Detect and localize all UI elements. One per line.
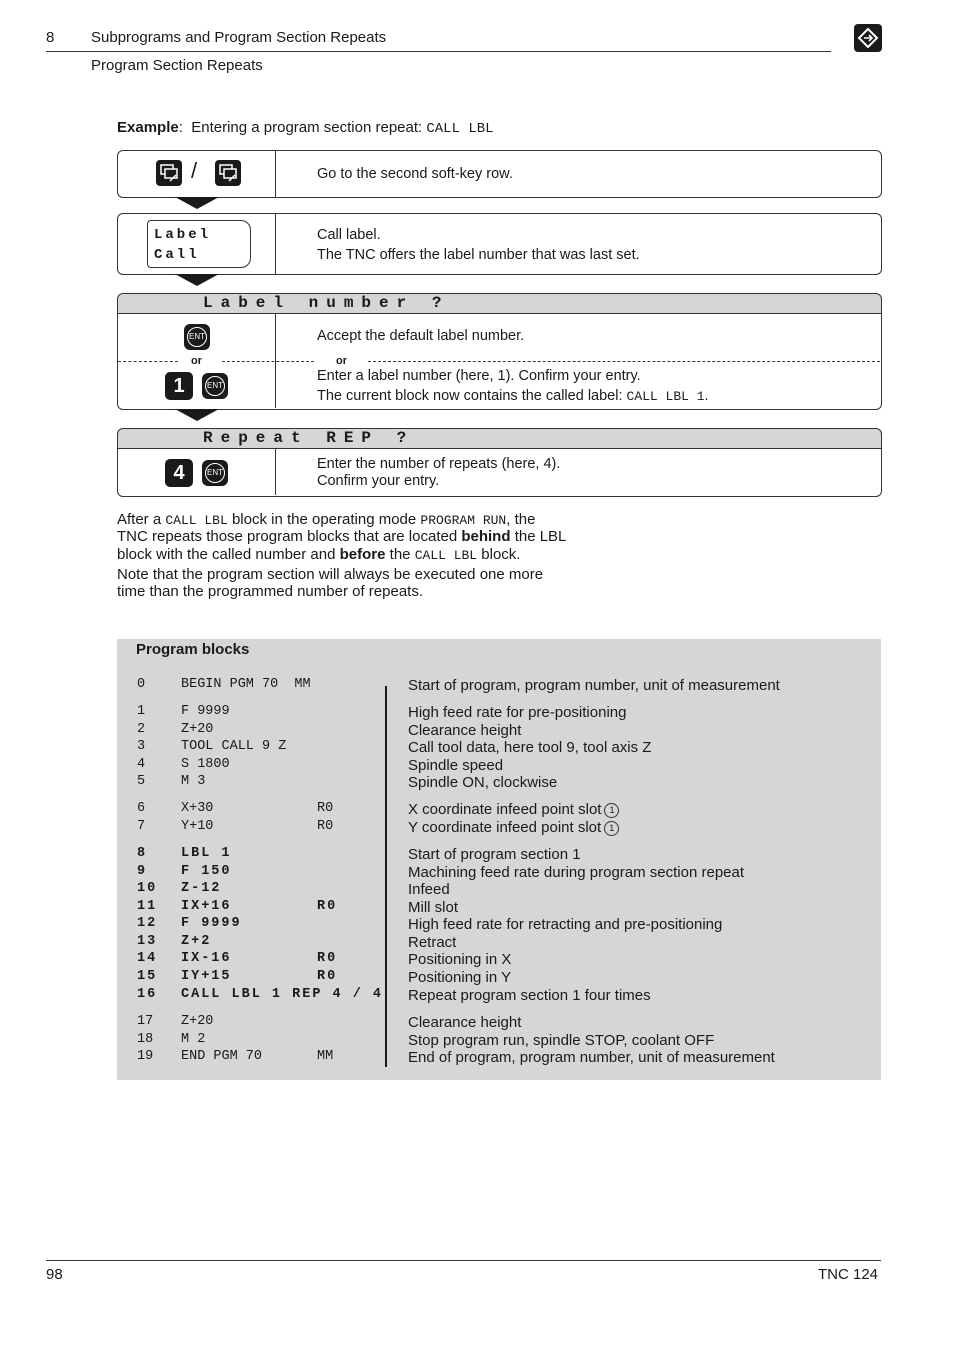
block-description-text: Infeed	[408, 881, 450, 898]
option2-code: CALL LBL 1	[626, 389, 705, 404]
block-description-text: End of program, program number, unit of measurement	[408, 1049, 775, 1066]
mode-diamond-icon	[854, 24, 882, 52]
block-code: BEGIN PGM 70 MM	[181, 677, 311, 692]
block-number: 12	[137, 916, 158, 931]
lcd-line-2: Call	[154, 247, 200, 263]
block-code: Z+2	[181, 934, 212, 949]
block-number: 15	[137, 969, 158, 984]
block-description-text: Start of program, program number, unit of measurement	[408, 677, 780, 694]
flow-arrow-icon	[175, 409, 219, 421]
flow-arrow-icon	[175, 197, 219, 209]
block-number: 19	[137, 1049, 154, 1064]
block-radius: R0	[317, 951, 338, 966]
block-code: Z+20	[181, 722, 214, 737]
shift-soft-key-icon[interactable]	[156, 160, 182, 186]
block-description	[408, 969, 511, 986]
option2-text-2-body: The current block now contains the called label:	[317, 388, 623, 404]
ent-key-label: ENT	[187, 327, 207, 347]
shift-soft-key-alt-icon[interactable]	[215, 160, 241, 186]
description-line-5: time than the programmed number of repeats.	[117, 583, 423, 600]
block-code: M 3	[181, 774, 206, 789]
chapter-number: 8	[46, 29, 55, 46]
block-radius: R0	[317, 801, 334, 816]
dialog-label-number-prompt: Label number ?	[203, 294, 450, 312]
block-code: TOOL CALL 9 Z	[181, 739, 287, 754]
block-description	[408, 1049, 775, 1066]
desc-text: block in the operating mode	[231, 511, 417, 528]
block-code: LBL 1	[181, 846, 232, 861]
block-number: 0	[137, 677, 146, 692]
block-description-text: Positioning in Y	[408, 969, 512, 986]
block-description-text: Clearance height	[408, 1014, 522, 1031]
lcd-line-1: Label	[154, 227, 212, 243]
product-model: TNC 124	[818, 1266, 879, 1283]
block-code: IX-16	[181, 951, 232, 966]
block-description	[408, 774, 557, 791]
description-line-2	[117, 528, 607, 546]
block-code: M 2	[181, 1032, 206, 1047]
desc-text: the LBL	[514, 528, 567, 545]
block-description-text: Start of program section 1	[408, 846, 581, 863]
block-description-text: Mill slot	[408, 899, 459, 916]
block-description	[408, 916, 722, 933]
desc-text: , the	[506, 511, 536, 528]
or-divider	[222, 361, 314, 362]
desc-text: After a	[117, 511, 162, 528]
example-code: CALL LBL	[426, 121, 494, 137]
block-description	[408, 881, 450, 898]
block-number: 5	[137, 774, 146, 789]
ent-key[interactable]	[184, 324, 210, 350]
block-description	[408, 677, 780, 694]
example-text: Entering a program section repeat:	[191, 119, 423, 136]
option2-text-2	[317, 386, 709, 407]
block-number: 8	[137, 846, 148, 861]
block-number: 4	[137, 757, 146, 772]
block-code: S 1800	[181, 757, 230, 772]
block-description-text: Call tool data, here tool 9, tool axis Z	[408, 739, 652, 756]
block-description	[408, 819, 619, 836]
ent-key[interactable]	[202, 460, 228, 486]
number-key-1[interactable]: 1	[165, 372, 193, 400]
or-divider	[118, 361, 178, 362]
block-description	[408, 899, 458, 916]
block-description-text: X coordinate infeed point slot	[408, 801, 602, 818]
repeat-text-2: Confirm your entry.	[317, 473, 440, 489]
number-key-4[interactable]: 4	[165, 459, 193, 487]
block-code: Y+10	[181, 819, 214, 834]
desc-text: block with the called number and	[117, 546, 336, 563]
block-description-text: Y coordinate infeed point slot	[408, 819, 602, 836]
block-number: 17	[137, 1014, 154, 1029]
block-code: F 9999	[181, 916, 242, 931]
block-number: 16	[137, 987, 158, 1002]
desc-text: block.	[481, 546, 521, 563]
example-line: Example: Entering a program section repeat: CALL LBL	[117, 119, 494, 137]
chapter-title: Subprograms and Program Section Repeats	[91, 29, 387, 46]
page-number: 98	[46, 1266, 63, 1283]
block-description-text: High feed rate for retracting and pre-positioning	[408, 916, 723, 933]
block-number: 3	[137, 739, 146, 754]
block-description-text: Machining feed rate during program section repeat	[408, 864, 745, 881]
block-number: 1	[137, 704, 146, 719]
step-divider	[275, 214, 276, 274]
block-number: 13	[137, 934, 158, 949]
repeat-text-1: Enter the number of repeats (here, 4).	[317, 456, 561, 472]
block-code: END PGM 70	[181, 1049, 263, 1064]
block-description	[408, 757, 503, 774]
block-radius: R0	[317, 819, 334, 834]
block-number: 2	[137, 722, 146, 737]
ent-key[interactable]	[202, 373, 228, 399]
desc-bold: before	[339, 546, 386, 563]
block-number: 6	[137, 801, 146, 816]
block-description-text: Spindle ON, clockwise	[408, 774, 558, 791]
block-number: 10	[137, 881, 158, 896]
block-code: X+30	[181, 801, 214, 816]
description-line-4: Note that the program section will always be executed one more	[117, 566, 544, 583]
block-description	[408, 846, 581, 863]
slot-reference-circle-icon: 1	[604, 821, 619, 836]
block-number: 9	[137, 864, 148, 879]
ent-key-label: ENT	[205, 376, 225, 396]
block-code: CALL LBL 1 REP 4 / 4	[181, 987, 384, 1002]
description-line-3	[117, 546, 607, 565]
program-blocks-title: Program blocks	[136, 641, 250, 658]
block-number: 11	[137, 899, 158, 914]
slot-reference-circle-icon: 1	[604, 803, 619, 818]
or-label: or	[336, 355, 347, 367]
block-number: 14	[137, 951, 158, 966]
step-divider	[275, 151, 276, 197]
block-number: 18	[137, 1032, 154, 1047]
step2-text-2: The TNC offers the label number that was last set.	[317, 247, 640, 263]
block-description-text: Clearance height	[408, 722, 522, 739]
desc-text: the	[389, 546, 411, 563]
block-code: Z+20	[181, 1014, 214, 1029]
label-call-soft-key[interactable]	[147, 220, 251, 268]
block-description-text: Stop program run, spindle STOP, coolant OFF	[408, 1032, 715, 1049]
block-description-text: Repeat program section 1 four times	[408, 987, 651, 1004]
desc-code: CALL LBL	[414, 548, 478, 563]
block-number: 7	[137, 819, 146, 834]
desc-code: PROGRAM RUN	[420, 513, 507, 528]
description-line-1	[117, 511, 607, 530]
block-description	[408, 934, 456, 951]
block-radius: MM	[317, 1049, 334, 1064]
footer-rule	[46, 1260, 881, 1261]
desc-code: CALL LBL	[165, 513, 228, 528]
block-code: IY+15	[181, 969, 232, 984]
block-description	[408, 951, 511, 968]
option2-text-1: Enter a label number (here, 1). Confirm your entry.	[317, 368, 641, 384]
block-description	[408, 1032, 714, 1049]
header-rule	[46, 51, 831, 52]
block-description	[408, 739, 651, 756]
block-description-text: Positioning in X	[408, 951, 512, 968]
or-divider	[368, 361, 880, 362]
block-description-text: High feed rate for pre-positioning	[408, 704, 627, 721]
flow-arrow-icon	[175, 274, 219, 286]
step1-text: Go to the second soft-key row.	[317, 166, 513, 182]
desc-text: TNC repeats those program blocks that are located	[117, 528, 458, 545]
block-description	[408, 1014, 521, 1031]
block-description-text: Spindle speed	[408, 757, 504, 774]
block-description	[408, 987, 651, 1004]
block-code: Z-12	[181, 881, 222, 896]
section-title: Program Section Repeats	[91, 57, 263, 74]
option2-end: .	[704, 388, 709, 404]
or-label: or	[191, 355, 202, 367]
block-description	[408, 864, 744, 881]
block-radius: R0	[317, 969, 338, 984]
ent-key-label: ENT	[205, 463, 225, 483]
step2-text-1: Call label.	[317, 227, 381, 243]
block-code: IX+16	[181, 899, 232, 914]
block-code: F 150	[181, 864, 232, 879]
block-description-text: Retract	[408, 934, 457, 951]
block-code: F 9999	[181, 704, 230, 719]
block-description	[408, 722, 521, 739]
desc-bold: behind	[461, 528, 511, 545]
block-description	[408, 801, 619, 818]
block-radius: R0	[317, 899, 338, 914]
example-label: Example	[117, 119, 179, 136]
program-blocks-divider	[385, 686, 387, 1067]
dialog-repeat-prompt: Repeat REP ?	[203, 429, 415, 447]
slash-separator: /	[191, 158, 198, 183]
option1-text: Accept the default label number.	[317, 328, 525, 344]
step-divider	[275, 449, 276, 495]
block-description	[408, 704, 626, 721]
